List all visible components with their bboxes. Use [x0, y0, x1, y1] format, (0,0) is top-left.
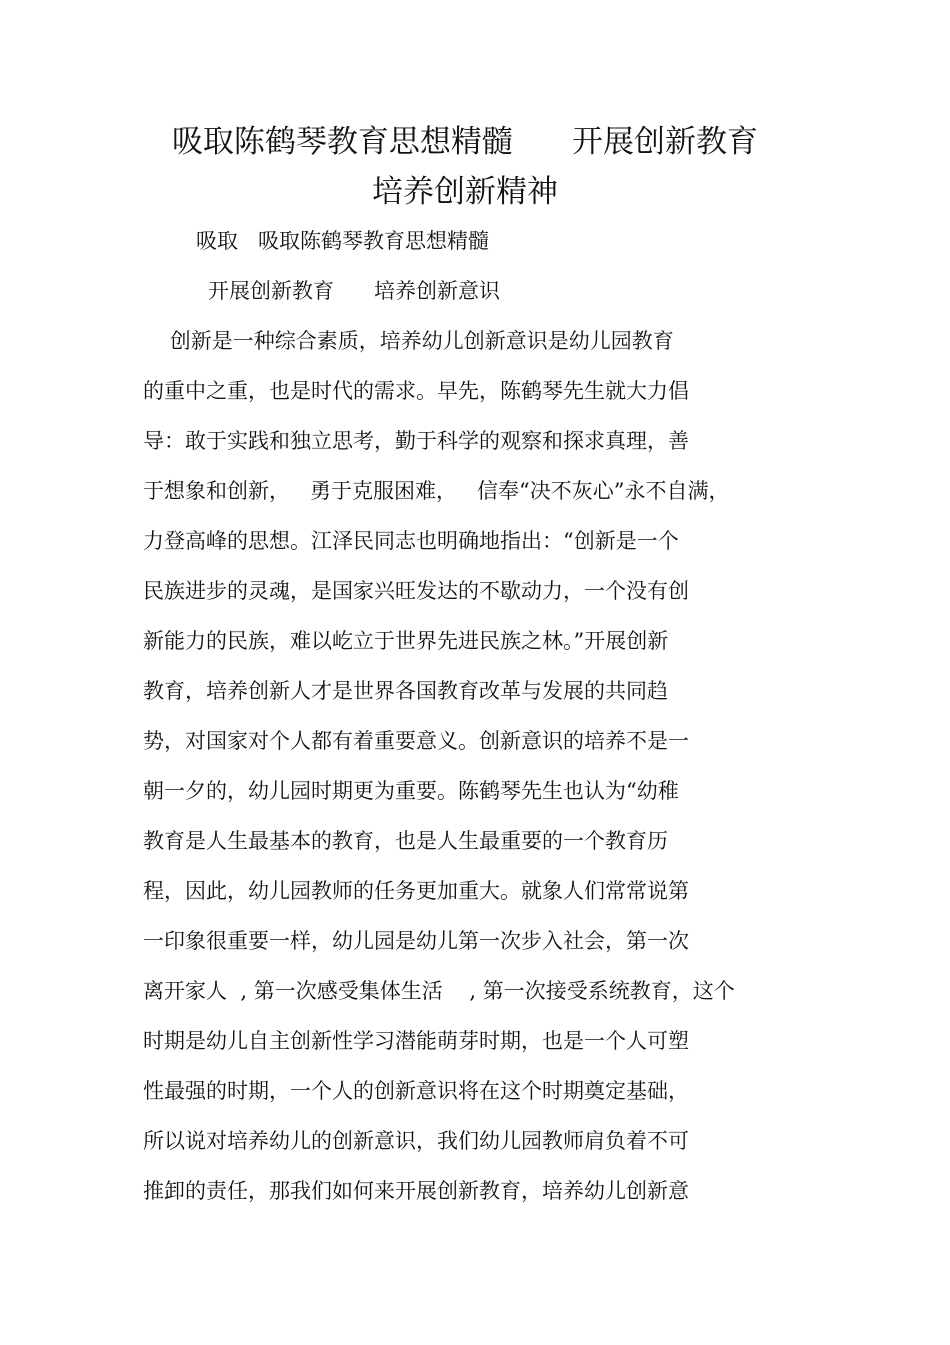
body-line: 离开家人 , 第一次感受集体生活 , 第一次接受系统教育，这个	[143, 979, 735, 1003]
document-title-line-2: 培养创新精神	[372, 174, 558, 210]
body-line: 新能力的民族，难以屹立于世界先进民族之林。”开展创新	[143, 629, 669, 653]
subtitle-2: 开展创新教育 培养创新意识	[208, 279, 501, 303]
body-line: 所以说对培养幼儿的创新意识，我们幼儿园教师肩负着不可	[143, 1129, 689, 1153]
body-line: 民族进步的灵魂，是国家兴旺发达的不歇动力，一个没有创	[143, 579, 689, 603]
body-line: 性最强的时期，一个人的创新意识将在这个时期奠定基础，	[143, 1079, 689, 1103]
document-title-line-1: 吸取陈鹤琴教育思想精髓 开展创新教育	[171, 124, 759, 160]
body-line: 时期是幼儿自主创新性学习潜能萌芽时期，也是一个人可塑	[143, 1029, 689, 1053]
body-line: 朝一夕的，幼儿园时期更为重要。陈鹤琴先生也认为“幼稚	[143, 779, 679, 803]
body-line: 教育，培养创新人才是世界各国教育改革与发展的共同趋	[143, 679, 668, 703]
body-line: 教育是人生最基本的教育，也是人生最重要的一个教育历	[143, 829, 668, 853]
body-line: 程，因此，幼儿园教师的任务更加重大。就象人们常常说第	[143, 879, 689, 903]
body-line: 于想象和创新， 勇于克服困难， 信奉“决不灰心”永不自满，	[143, 479, 730, 503]
body-line: 的重中之重，也是时代的需求。早先，陈鹤琴先生就大力倡	[143, 379, 689, 403]
body-line: 势，对国家对个人都有着重要意义。创新意识的培养不是一	[143, 729, 689, 753]
body-line: 力登高峰的思想。江泽民同志也明确地指出：“创新是一个	[143, 529, 679, 553]
body-line: 导：敢于实践和独立思考，勤于科学的观察和探求真理，善	[143, 429, 689, 453]
body-line: 创新是一种综合素质，培养幼儿创新意识是幼儿园教育	[143, 329, 674, 353]
body-line: 推卸的责任，那我们如何来开展创新教育，培养幼儿创新意	[143, 1179, 689, 1203]
body-line: 一印象很重要一样，幼儿园是幼儿第一次步入社会，第一次	[143, 929, 689, 953]
subtitle-1: 吸取 吸取陈鹤琴教育思想精髓	[196, 229, 490, 253]
